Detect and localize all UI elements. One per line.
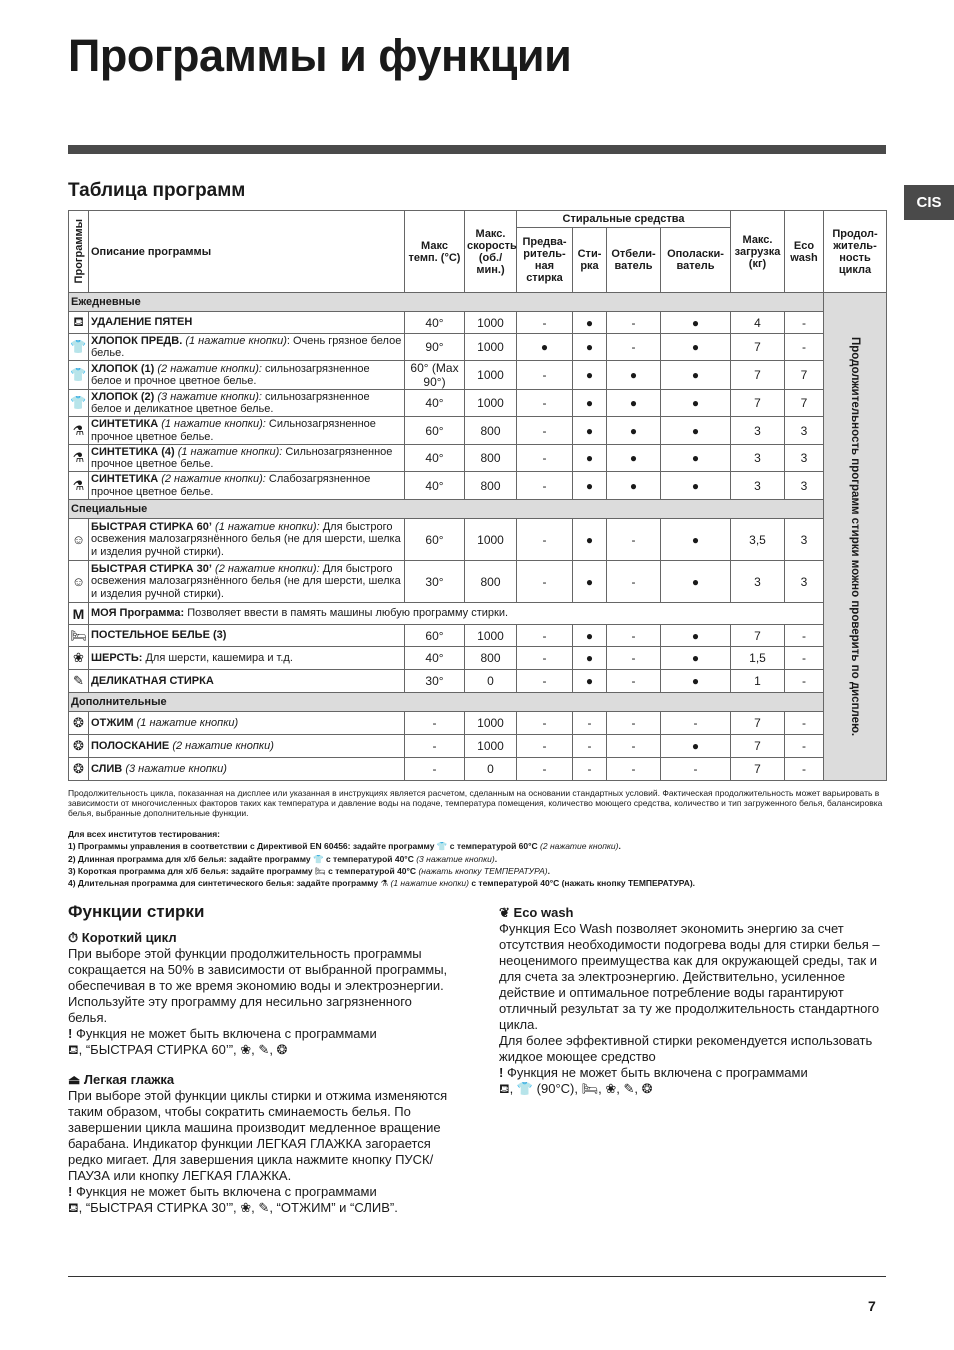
easy-iron-warning: ! Функция не может быть включена с программами ⛾, “БЫСТРАЯ СТИРКА 30’”, ❀, ✎, “ОТЖИМ” и “СЛИВ”. <box>68 1184 398 1215</box>
program-description <box>89 758 405 781</box>
cell-max-load: 7 <box>731 390 785 417</box>
program-name: СИНТЕТИКА <box>91 473 159 485</box>
leaf-icon: ❦ <box>499 905 510 920</box>
easy-iron-text: При выборе этой функции циклы стирки и отжима изменяются таким образом, чтобы сократить сминаемость белья. По завершении цикла машина производит медленное вращение барабана. Индикатор функции ЛЕГКАЯ ГЛАЖКА загорается редко мигает. Для завершения цикла нажмите кнопку ПУСК/ПАУЗА или кнопку ЛЕГКАЯ ГЛАЖКА. <box>68 1088 448 1183</box>
functions-title: Функции стирки <box>68 902 205 921</box>
cell-softener: - <box>661 758 731 781</box>
program-note: (2 нажатие кнопки): <box>161 473 266 485</box>
cell-prewash: - <box>517 312 573 334</box>
spin-icon: ❂ <box>641 1081 653 1096</box>
cell-max-speed: 1000 <box>465 625 517 647</box>
program-description <box>89 735 405 758</box>
cell-max-load: 3 <box>731 561 785 603</box>
cell-wash: ● <box>573 334 607 361</box>
program-name: ДЕЛИКАТНАЯ СТИРКА <box>91 674 214 687</box>
cell-prewash: - <box>517 472 573 500</box>
wool-icon: ❀ <box>69 647 89 670</box>
synthetic-icon: ⚗ <box>69 417 89 445</box>
spin-icon: ❂ <box>276 1042 288 1057</box>
page-number: 7 <box>868 1298 876 1314</box>
cell-bleach: ● <box>607 361 661 390</box>
cell-bleach: - <box>607 312 661 334</box>
testing-line: 2) Длинная программа для х/б белья: задайте программу 👕 с температурой 40°C (3 нажатие кнопки). <box>68 853 498 864</box>
header-max-load: Макс. загрузка (кг) <box>731 211 785 293</box>
cell-softener: ● <box>661 670 731 693</box>
duration-column <box>824 293 887 781</box>
table-row <box>69 445 887 472</box>
cell-bleach: ● <box>607 445 661 472</box>
cell-eco-wash: - <box>785 647 824 670</box>
table-row <box>69 712 887 735</box>
stain-icon: ⛾ <box>69 312 89 334</box>
cell-softener: ● <box>661 561 731 603</box>
header-max-speed: Макс. скорость (об./ мин.) <box>465 211 517 293</box>
bedding-icon: 🛏 <box>69 625 89 647</box>
delicate-icon: ✎ <box>258 1042 270 1057</box>
cell-wash: ● <box>573 670 607 693</box>
header-max-temp: Макс темп. (°C) <box>405 211 465 293</box>
table-row <box>69 758 887 781</box>
delicate-icon: ✎ <box>69 670 89 693</box>
cell-prewash: - <box>517 445 573 472</box>
program-icon: ⚗ <box>380 878 389 889</box>
program-detail: Сильнозагрязненное прочное цветное белье. <box>91 418 376 443</box>
section-row <box>69 293 887 312</box>
cell-softener: ● <box>661 445 731 472</box>
wool-icon: ❀ <box>605 1081 617 1096</box>
section-row <box>69 693 887 712</box>
cell-max-temp: 60° (Max 90°) <box>405 361 465 390</box>
table-row <box>69 334 887 361</box>
cell-eco-wash: - <box>785 735 824 758</box>
program-icon: 👕 <box>436 841 448 852</box>
program-detail: Позволяет ввести в память машины любую программу стирки. <box>184 607 509 620</box>
cell-max-speed: 1000 <box>465 735 517 758</box>
spin-icon: ❂ <box>69 758 89 781</box>
cell-max-speed: 800 <box>465 417 517 445</box>
cell-wash: ● <box>573 417 607 445</box>
testing-line: 1) Программы управления в соответствии с Директивой EN 60456: задайте программу 👕 с температурой 60°C (2 нажатие кнопки). <box>68 841 621 852</box>
cell-max-temp: 40° <box>405 312 465 334</box>
program-description <box>89 334 405 361</box>
program-name: ШЕРСТЬ: <box>91 651 143 664</box>
cell-max-speed: 800 <box>465 445 517 472</box>
cell-prewash: - <box>517 625 573 647</box>
section-label: Специальные <box>69 500 824 519</box>
program-note: (3 нажатие кнопки): <box>157 390 262 403</box>
program-icon: 🛏 <box>315 865 326 876</box>
program-note: (2 нажатие кнопки): <box>157 362 262 375</box>
program-icon: 👕 <box>313 853 324 864</box>
delicate-icon: ✎ <box>258 1200 270 1215</box>
cell-bleach: - <box>607 625 661 647</box>
cell-max-speed: 0 <box>465 758 517 781</box>
table-row <box>69 417 887 445</box>
header-prewash: Предва- ритель- ная стирка <box>517 228 573 293</box>
cell-bleach: - <box>607 670 661 693</box>
short-cycle-warning: ! Функция не может быть включена с программами ⛾, “БЫСТРАЯ СТИРКА 60’”, ❀, ✎, ❂ <box>68 1026 377 1057</box>
cell-softener: ● <box>661 417 731 445</box>
cell-wash: ● <box>573 519 607 561</box>
program-table <box>68 210 887 781</box>
testing-heading: Для всех институтов тестирования: <box>68 829 220 839</box>
duration-text: Продолжительность программ стирки можно проверить по дисплею. <box>849 336 861 737</box>
program-description <box>89 647 405 670</box>
cell-bleach: ● <box>607 417 661 445</box>
cell-softener: ● <box>661 735 731 758</box>
program-name: ХЛОПОК ПРЕДВ. <box>91 334 183 347</box>
quick-wash-icon: ☺ <box>69 519 89 561</box>
cell-bleach: ● <box>607 390 661 417</box>
table-row <box>69 312 887 334</box>
cell-max-temp: 30° <box>405 670 465 693</box>
stain-icon: ⛾ <box>68 1042 79 1057</box>
bedding-icon: 🛏 <box>581 1081 599 1096</box>
cell-wash: ● <box>573 647 607 670</box>
cell-max-speed: 800 <box>465 561 517 603</box>
cell-prewash: - <box>517 417 573 445</box>
cell-prewash: - <box>517 390 573 417</box>
program-name: ОТЖИМ <box>91 716 134 729</box>
cell-max-speed: 800 <box>465 647 517 670</box>
quick-wash-icon: ☺ <box>69 561 89 603</box>
program-description <box>89 417 405 445</box>
program-name: СЛИВ <box>91 762 123 775</box>
short-cycle-text: При выборе этой функции продолжительность программы сокращается на 50% в зависимости от выбранной программы, обеспечивая в то же время экономию воды и электроэнергии. Используйте эту программу для несильно загрязненного белья. <box>68 946 448 1025</box>
program-note: (2 нажатие кнопки): <box>215 562 320 575</box>
delicate-icon: ✎ <box>623 1081 635 1096</box>
program-description <box>89 312 405 334</box>
cell-max-temp: 40° <box>405 445 465 472</box>
program-name: ХЛОПОК (1) <box>91 362 155 375</box>
eco-wash-section <box>499 905 887 1097</box>
program-description <box>89 712 405 735</box>
cotton-icon: 👕 <box>516 1081 534 1096</box>
header-description: Описание программы <box>89 211 405 293</box>
table-row-my-program <box>69 603 887 625</box>
cotton-icon: 👕 <box>69 390 89 417</box>
cell-prewash: - <box>517 519 573 561</box>
synthetic-icon: ⚗ <box>69 445 89 472</box>
program-description <box>89 519 405 561</box>
cell-eco-wash: 7 <box>785 390 824 417</box>
program-name: УДАЛЕНИЕ ПЯТЕН <box>91 316 193 329</box>
program-name: БЫСТРАЯ СТИРКА 30’ <box>91 562 212 575</box>
cell-bleach: - <box>607 735 661 758</box>
cell-eco-wash: 7 <box>785 361 824 390</box>
header-duration: Продол- житель- ность цикла <box>824 211 887 293</box>
cell-bleach: - <box>607 334 661 361</box>
section-label: Дополнительные <box>69 693 824 712</box>
cell-max-speed: 0 <box>465 670 517 693</box>
cell-max-load: 3 <box>731 417 785 445</box>
header-softener: Ополаски- ватель <box>661 228 731 293</box>
cell-eco-wash: 3 <box>785 561 824 603</box>
cell-max-load: 3 <box>731 472 785 500</box>
program-description <box>89 561 405 603</box>
program-detail: сильнозагрязненное белое и деликатное цветное белье. <box>91 390 370 415</box>
program-detail: : Очень грязное белое белье. <box>91 334 402 359</box>
program-detail: сильнозагрязненное белое и прочное цветное белье. <box>91 362 370 387</box>
program-name: СИНТЕТИКА <box>91 418 159 430</box>
short-cycle-title: Короткий цикл <box>81 930 177 945</box>
header-bleach: Отбели- ватель <box>607 228 661 293</box>
wool-icon: ❀ <box>240 1200 252 1215</box>
cell-prewash: - <box>517 561 573 603</box>
table-row <box>69 519 887 561</box>
cell-max-load: 7 <box>731 712 785 735</box>
cell-max-temp: 40° <box>405 390 465 417</box>
cell-wash: ● <box>573 472 607 500</box>
cell-softener: ● <box>661 312 731 334</box>
cell-wash: ● <box>573 561 607 603</box>
short-cycle-section <box>68 930 453 1058</box>
cell-max-load: 3 <box>731 445 785 472</box>
table-row <box>69 390 887 417</box>
spin-icon: ❂ <box>69 712 89 735</box>
cell-softener: ● <box>661 390 731 417</box>
cell-eco-wash: - <box>785 334 824 361</box>
cell-wash: - <box>573 758 607 781</box>
cell-eco-wash: - <box>785 670 824 693</box>
program-description <box>89 445 405 472</box>
cell-bleach: ● <box>607 472 661 500</box>
cell-bleach: - <box>607 758 661 781</box>
iron-icon: ⏏ <box>68 1072 81 1087</box>
table-row <box>69 670 887 693</box>
cell-softener: ● <box>661 334 731 361</box>
table-row <box>69 561 887 603</box>
cell-wash: ● <box>573 312 607 334</box>
wool-icon: ❀ <box>240 1042 252 1057</box>
cell-bleach: - <box>607 712 661 735</box>
stain-icon: ⛾ <box>499 1081 510 1096</box>
easy-iron-section <box>68 1072 453 1216</box>
program-description <box>89 390 405 417</box>
cell-max-temp: 30° <box>405 561 465 603</box>
cell-max-speed: 1000 <box>465 519 517 561</box>
program-note: (1 нажатие кнопки): <box>161 418 266 430</box>
program-detail: Сильнозагрязненное прочное цветное белье. <box>91 445 393 470</box>
cell-softener: ● <box>661 519 731 561</box>
program-note: (1 нажатие кнопки): <box>177 445 283 458</box>
cell-softener: ● <box>661 625 731 647</box>
cell-softener: ● <box>661 472 731 500</box>
eco-wash-text2: Для более эффективной стирки рекомендуется использовать жидкое моющее средство <box>499 1033 873 1064</box>
program-name: СИНТЕТИКА (4) <box>91 445 175 458</box>
table-title: Таблица программ <box>68 180 246 201</box>
cell-max-temp: - <box>405 735 465 758</box>
section-label: Ежедневные <box>69 293 824 312</box>
header-programs: Программы <box>69 211 89 293</box>
cell-wash: ● <box>573 361 607 390</box>
cell-max-temp: 40° <box>405 647 465 670</box>
cell-prewash: - <box>517 735 573 758</box>
cell-prewash: - <box>517 647 573 670</box>
program-note: (2 нажатие кнопки) <box>172 739 274 752</box>
cell-prewash: ● <box>517 334 573 361</box>
cell-wash: ● <box>573 625 607 647</box>
cell-max-speed: 1000 <box>465 361 517 390</box>
program-note: (1 нажатие кнопки): <box>215 520 320 533</box>
cell-max-load: 7 <box>731 735 785 758</box>
eco-wash-warning: ! Функция не может быть включена с программами ⛾, 👕 (90°C), 🛏, ❀, ✎, ❂ <box>499 1065 808 1096</box>
cell-wash: - <box>573 712 607 735</box>
program-name: ПОСТЕЛЬНОЕ БЕЛЬЕ (3) <box>91 629 227 642</box>
language-tab: CIS <box>904 185 954 220</box>
synthetic-icon: ⚗ <box>69 472 89 500</box>
cell-max-speed: 1000 <box>465 312 517 334</box>
cell-prewash: - <box>517 712 573 735</box>
cell-max-temp: - <box>405 758 465 781</box>
program-description <box>89 625 405 647</box>
footer-divider <box>68 1276 886 1277</box>
stain-icon: ⛾ <box>68 1200 79 1215</box>
cell-eco-wash: 3 <box>785 472 824 500</box>
cell-softener: ● <box>661 647 731 670</box>
cell-max-load: 7 <box>731 334 785 361</box>
cell-max-temp: 60° <box>405 417 465 445</box>
program-name: МОЯ Программа: <box>91 607 185 620</box>
program-table-body <box>69 293 887 781</box>
cell-max-speed: 1000 <box>465 334 517 361</box>
cell-max-load: 1 <box>731 670 785 693</box>
cell-bleach: - <box>607 647 661 670</box>
cell-max-load: 7 <box>731 625 785 647</box>
testing-line: 3) Короткая программа для х/б белья: задайте программу 🛏 с температурой 40°C (нажать кнопку ТЕМПЕРАТУРА). <box>68 865 550 876</box>
cell-eco-wash: - <box>785 625 824 647</box>
program-detail: Слабозагрязненное прочное цветное белье. <box>91 473 371 498</box>
cell-softener: - <box>661 712 731 735</box>
cell-eco-wash: 3 <box>785 417 824 445</box>
duration-note: Продолжительность цикла, показанная на дисплее или указанная в инструкциях является расчетом, сделанным на основании стандартных условий. Фактическая продолжительность может варьировать в зависимости от многочисленных факторов таких как температура и давление воды на подаче, температура помещения, количество моющего средства, количество и тип загруженного белья, балансировка белья, выбранные дополнительные функции. <box>68 788 883 818</box>
program-description <box>89 472 405 500</box>
testing-notes <box>68 828 886 889</box>
cell-max-speed: 800 <box>465 472 517 500</box>
cell-max-load: 4 <box>731 312 785 334</box>
eco-wash-text: Функция Eco Wash позволяет экономить энергию за счет отсутствия необходимости подогрева воды для стирки белья – неоценимого преимущества как для окружающей среды, так и для счета за электроэнергию. Действительно, усиленное действие и оптимальное потребление воды гарантируют отличный результат за ту же продолжительность стандартного цикла. <box>499 921 880 1032</box>
testing-lines <box>68 840 886 889</box>
cell-eco-wash: 3 <box>785 519 824 561</box>
cotton-icon: 👕 <box>69 361 89 390</box>
program-note: (3 нажатие кнопки) <box>125 762 227 775</box>
eco-wash-title: Eco wash <box>513 905 574 920</box>
table-row <box>69 472 887 500</box>
program-note: (1 нажатие кнопки) <box>185 334 287 347</box>
cell-max-temp: 90° <box>405 334 465 361</box>
cell-bleach: - <box>607 561 661 603</box>
program-detail: Для быстрого освежения малозагрязнённого белья (не для шерсти, шелка и изделия ручной стирки). <box>91 520 401 558</box>
my-program-icon: M <box>69 603 89 625</box>
page-title: Программы и функции <box>68 30 572 81</box>
cell-softener: ● <box>661 361 731 390</box>
cell-wash: ● <box>573 445 607 472</box>
cell-max-speed: 1000 <box>465 712 517 735</box>
easy-iron-title: Легкая глажка <box>83 1072 175 1087</box>
table-row <box>69 647 887 670</box>
cell-eco-wash: - <box>785 758 824 781</box>
program-name: БЫСТРАЯ СТИРКА 60’ <box>91 520 212 533</box>
cell-eco-wash: - <box>785 712 824 735</box>
cell-max-temp: 60° <box>405 519 465 561</box>
cotton-icon: 👕 <box>69 334 89 361</box>
section-row <box>69 500 887 519</box>
cell-max-load: 1,5 <box>731 647 785 670</box>
header-wash: Сти- рка <box>573 228 607 293</box>
program-description <box>89 361 405 390</box>
cell-prewash: - <box>517 670 573 693</box>
program-name: ПОЛОСКАНИЕ <box>91 739 170 752</box>
short-cycle-icon: ⏱ <box>68 930 79 945</box>
table-row <box>69 735 887 758</box>
title-divider <box>68 145 886 154</box>
cell-wash: - <box>573 735 607 758</box>
cell-prewash: - <box>517 758 573 781</box>
cell-eco-wash: - <box>785 312 824 334</box>
table-row <box>69 361 887 390</box>
cell-max-load: 7 <box>731 758 785 781</box>
cell-max-load: 7 <box>731 361 785 390</box>
my-program-description <box>89 603 824 625</box>
cell-bleach: - <box>607 519 661 561</box>
cell-max-speed: 1000 <box>465 390 517 417</box>
cell-max-temp: - <box>405 712 465 735</box>
program-name: ХЛОПОК (2) <box>91 390 155 403</box>
testing-line: 4) Длительная программа для синтетического белья: задайте программу ⚗ (1 нажатие кнопки) с температурой 40°C (нажать кнопку ТЕМПЕРАТУРА). <box>68 878 696 889</box>
spin-icon: ❂ <box>69 735 89 758</box>
cell-prewash: - <box>517 361 573 390</box>
program-description <box>89 670 405 693</box>
table-row <box>69 625 887 647</box>
program-detail: Для шерсти, кашемира и т.д. <box>142 651 293 664</box>
cell-eco-wash: 3 <box>785 445 824 472</box>
cell-max-temp: 40° <box>405 472 465 500</box>
program-note: (1 нажатие кнопки) <box>136 716 239 729</box>
cell-wash: ● <box>573 390 607 417</box>
header-eco-wash: Eco wash <box>785 211 824 293</box>
program-detail: Для быстрого освежения малозагрязнённого белья (не для шерсти, шелка и изделия ручной стирки). <box>91 562 401 600</box>
header-detergents: Стиральные средства <box>517 211 731 228</box>
cell-max-temp: 60° <box>405 625 465 647</box>
cell-max-load: 3,5 <box>731 519 785 561</box>
